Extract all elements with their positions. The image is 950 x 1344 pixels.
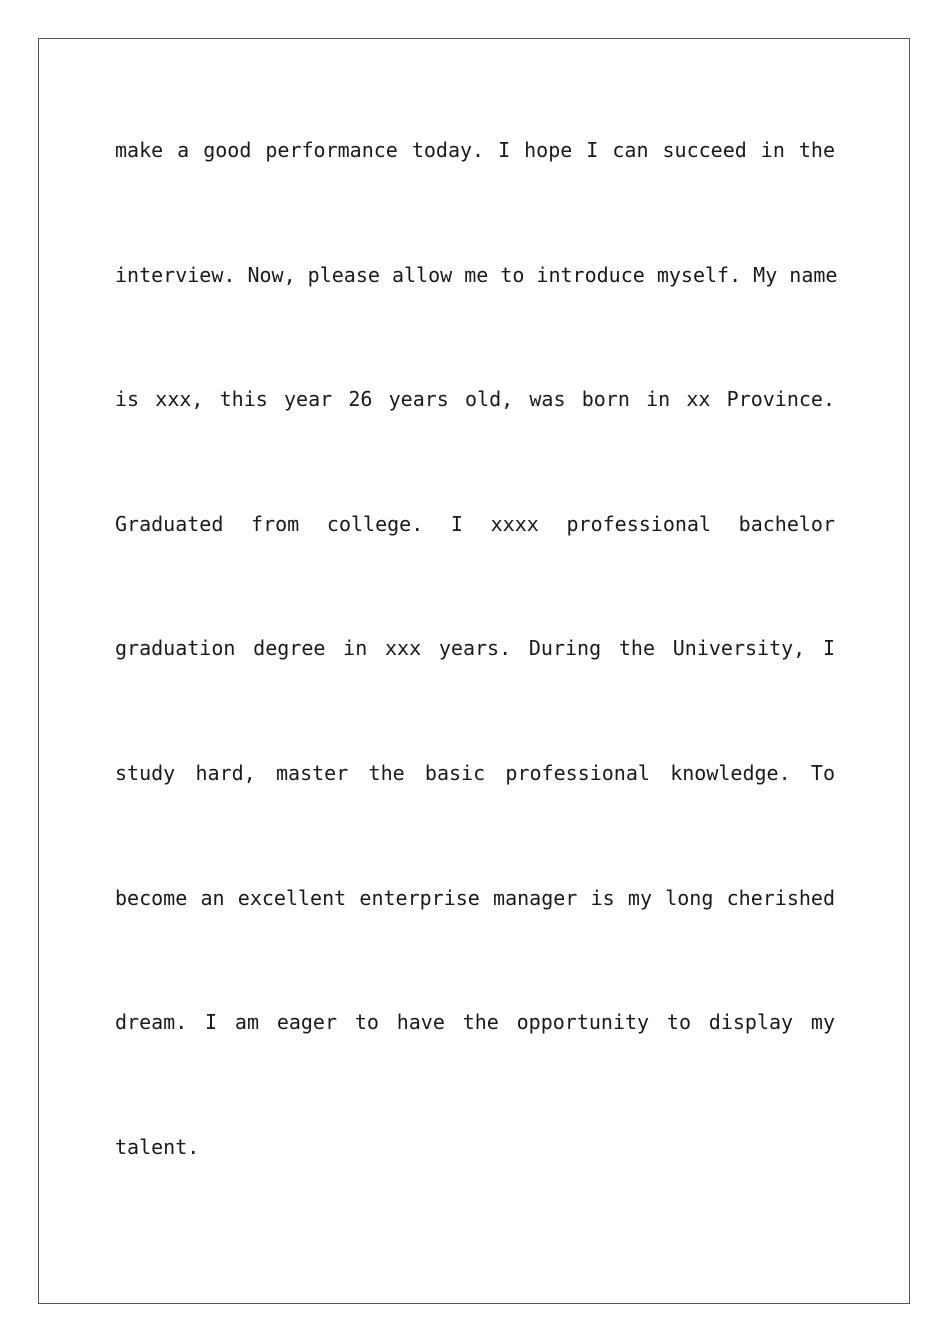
paragraph-line: interview. Now, please allow me to introduce myself. My name xyxy=(115,262,838,287)
paragraph-line: Graduated from college. I xxxx professional bachelor xyxy=(115,511,835,536)
paragraph-line: study hard, master the basic professional knowledge. To xyxy=(115,760,835,785)
paragraph-line: become an excellent enterprise manager is my long cherished xyxy=(115,885,835,910)
paragraph-line: talent. xyxy=(115,1134,200,1159)
paragraph-line: make a good performance today. I hope I can succeed in the xyxy=(115,138,835,162)
paragraph-line: graduation degree in xxx years. During the University, I xyxy=(115,636,835,661)
body-paragraph xyxy=(115,126,838,1247)
paragraph-line: dream. I am eager to have the opportunity to display my xyxy=(115,1010,835,1035)
paragraph-line: is xxx, this year 26 years old, was born in xx Province. xyxy=(115,387,835,412)
